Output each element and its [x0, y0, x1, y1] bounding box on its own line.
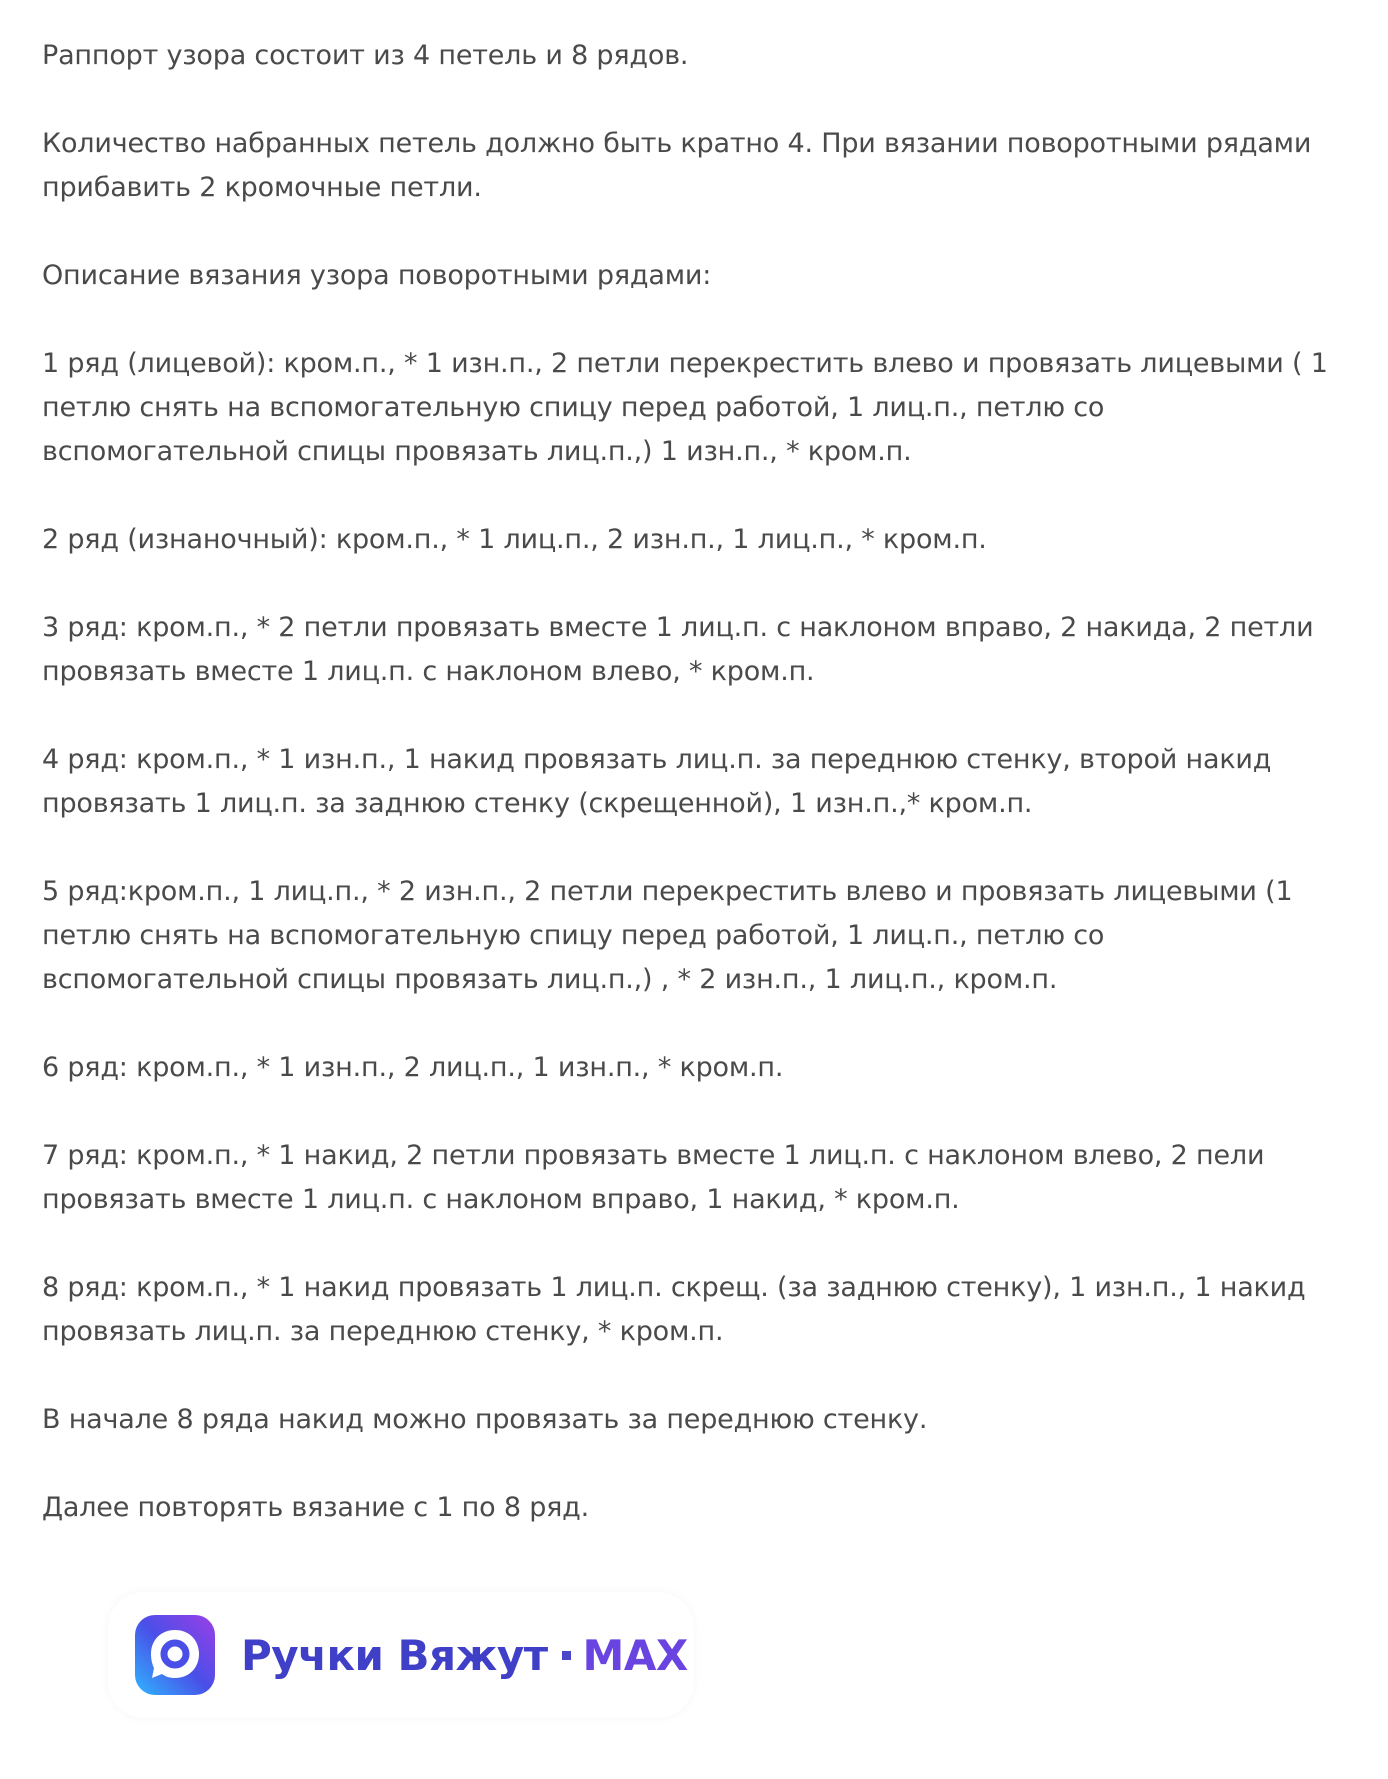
paragraph-description-heading: Описание вязания узора поворотными рядами: — [42, 260, 712, 291]
paragraph-row-2: 2 ряд (изнаночный): кром.п., * 1 лиц.п., 2 изн.п., 1 лиц.п., * кром.п. — [42, 524, 987, 555]
separator-dot — [562, 1651, 571, 1660]
channel-name: Ручки Вяжут — [241, 1630, 548, 1680]
paragraph-row-8: 8 ряд: кром.п., * 1 накид провязать 1 лиц.п. скрещ. (за заднюю стенку), 1 изн.п., 1 накид провязать лиц.п. за переднюю стенку, * кром.п. — [42, 1272, 1306, 1347]
article-content — [42, 34, 1352, 1574]
paragraph-row-7: 7 ряд: кром.п., * 1 накид, 2 петли провязать вместе 1 лиц.п. с наклоном влево, 2 пели провязать вместе 1 лиц.п. с наклоном вправо, 1 накид, * кром.п. — [42, 1140, 1265, 1215]
paragraph-cast-on: Количество набранных петель должно быть кратно 4. При вязании поворотными рядами прибавить 2 кромочные петли. — [42, 128, 1312, 203]
channel-badge[interactable] — [108, 1592, 694, 1718]
channel-badge-text — [241, 1631, 688, 1680]
max-messenger-logo-icon — [135, 1615, 215, 1695]
paragraph-row-3: 3 ряд: кром.п., * 2 петли провязать вместе 1 лиц.п. с наклоном вправо, 2 накида, 2 петли провязать вместе 1 лиц.п. с наклоном влево, * кром.п. — [42, 612, 1314, 687]
paragraph-row-6: 6 ряд: кром.п., * 1 изн.п., 2 лиц.п., 1 изн.п., * кром.п. — [42, 1052, 784, 1083]
paragraph-row-4: 4 ряд: кром.п., * 1 изн.п., 1 накид провязать лиц.п. за переднюю стенку, второй накид провязать 1 лиц.п. за заднюю стенку (скрещенной), 1 изн.п.,* кром.п. — [42, 744, 1272, 819]
paragraph-row-1: 1 ряд (лицевой): кром.п., * 1 изн.п., 2 петли перекрестить влево и провязать лицевыми ( 1 петлю снять на вспомогательную спицу перед работой, 1 лиц.п., петлю со вспомогательной спицы провязать лиц.п.,) 1 изн.п., * кром.п. — [42, 348, 1328, 467]
paragraph-row-8-note: В начале 8 ряда накид можно провязать за переднюю стенку. — [42, 1404, 928, 1435]
paragraph-repeat: Далее повторять вязание с 1 по 8 ряд. — [42, 1492, 590, 1523]
platform-name: MAX — [582, 1630, 688, 1680]
paragraph-row-5: 5 ряд:кром.п., 1 лиц.п., * 2 изн.п., 2 петли перекрестить влево и провязать лицевыми (1 петлю снять на вспомогательную спицу перед работой, 1 лиц.п., петлю со вспомогательной спицы провязать лиц.п.,) , * 2 изн.п., 1 лиц.п., кром.п. — [42, 876, 1293, 995]
paragraph-rapport: Раппорт узора состоит из 4 петель и 8 рядов. — [42, 40, 689, 71]
